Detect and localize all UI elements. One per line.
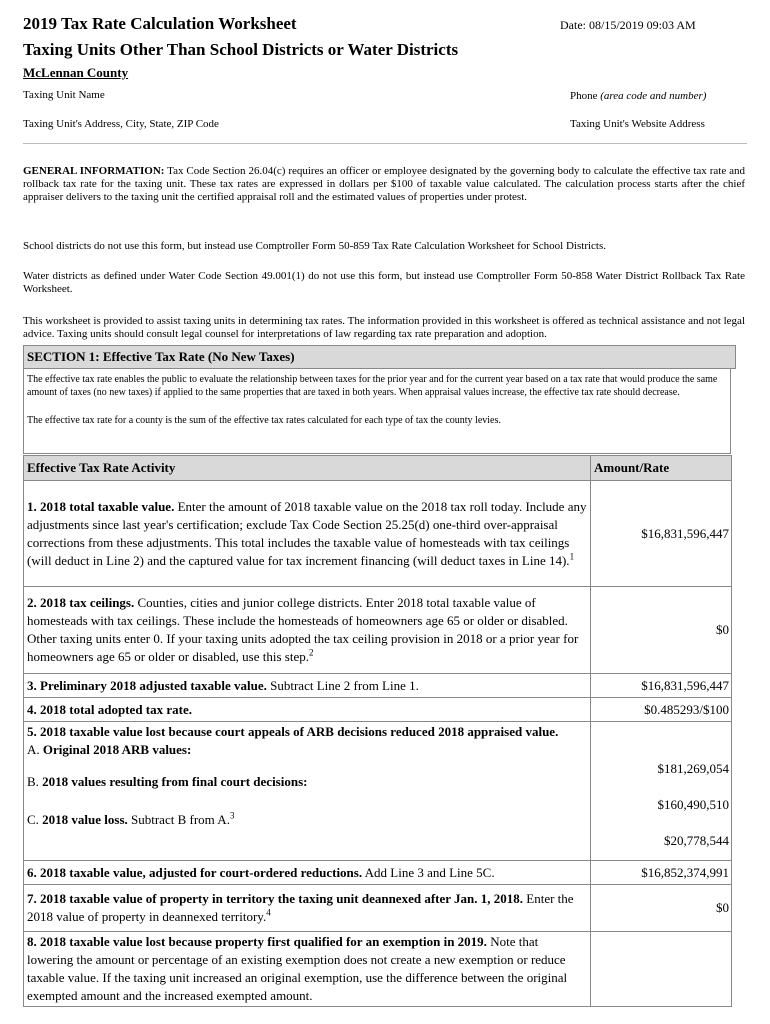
- row-2-footnote: 2: [308, 647, 314, 658]
- row-5-description: [24, 722, 591, 861]
- row-2-label: 2. 2018 tax ceilings.: [27, 595, 135, 610]
- row-5-label: 5. 2018 taxable value lost because court appeals of ARB decisions reduced 2018 appraised value.: [27, 724, 559, 739]
- row-5b: [27, 773, 587, 791]
- phone-label: Phone: [570, 90, 598, 102]
- row-2-amount: $0: [591, 587, 732, 674]
- county-name: McLennan County: [23, 65, 129, 80]
- table-row: [24, 698, 732, 722]
- row-1-text: Enter the amount of 2018 taxable value on the 2018 tax roll today. Include any adjustments since last year's certification; exclude Tax Code Section 25.25(d) one-third over-appraisal corrections from these adjustments. This total includes the taxable value of homesteads with tax ceilings (will deduct in Line 2) and the captured value for tax increment financing (will deduct taxes in Line 14).: [27, 498, 587, 568]
- address-label: Taxing Unit's Address, City, State, ZIP Code: [23, 118, 219, 130]
- general-information: [23, 165, 745, 204]
- worksheet-title: 2019 Tax Rate Calculation Worksheet: [23, 14, 297, 33]
- table-row: [24, 674, 732, 698]
- table-row: [24, 932, 732, 1007]
- row-5a: [27, 741, 587, 759]
- row-5b-prefix: B.: [27, 774, 43, 789]
- table-row: [24, 481, 732, 587]
- row-1-amount: $16,831,596,447: [591, 481, 732, 587]
- row-7-text: Enter the 2018 value of property in deannexed territory.: [27, 891, 574, 924]
- row-5a-amount: $181,269,054: [657, 761, 729, 776]
- row-5a-label: Original 2018 ARB values:: [42, 742, 192, 757]
- row-6-amount: $16,852,374,991: [591, 861, 732, 885]
- row-7-label: 7. 2018 taxable value of property in territory the taxing unit deannexed after Jan. 1, 2018.: [27, 891, 524, 906]
- row-6-description: [24, 861, 591, 885]
- row-1-description: [24, 481, 591, 587]
- amount-column-header: Amount/Rate: [591, 456, 732, 481]
- date-stamp: Date: 08/15/2019 09:03 AM: [560, 18, 696, 32]
- website-label: Taxing Unit's Website Address: [570, 118, 705, 130]
- worksheet-subtitle: Taxing Units Other Than School Districts or Water Districts: [23, 40, 459, 59]
- row-1-footnote: 1: [569, 551, 575, 562]
- row-5b-amount: $160,490,510: [657, 797, 729, 812]
- row-8-description: [24, 932, 591, 1007]
- section-1-county-note: The effective tax rate for a county is the sum of the effective tax rates calculated for each type of tax the county levies.: [27, 415, 501, 426]
- row-2-description: [24, 587, 591, 674]
- table-row: [24, 861, 732, 885]
- row-3-description: [24, 674, 591, 698]
- section-1-intro: [23, 368, 731, 454]
- row-1-label: 1. 2018 total taxable value.: [27, 498, 175, 514]
- row-5c-prefix: C.: [27, 812, 43, 827]
- row-5-amounts: [591, 722, 732, 861]
- row-8-label: 8. 2018 taxable value lost because property first qualified for an exemption in 2019.: [27, 934, 487, 949]
- row-4-label: 4. 2018 total adopted tax rate.: [27, 701, 193, 717]
- row-7-amount: $0: [591, 885, 732, 932]
- general-text: Tax Code Section 26.04(c) requires an officer or employee designated by the governing body to calculate the effective tax rate and rollback tax rate for the taxing unit. These tax rates are expressed in dollars per $100 of taxable value calculated. The calculation process starts after the chief appraiser delivers to the taxing unit the certified appraisal roll and the estimated values of properties under protest.: [23, 165, 746, 203]
- row-8-amount: [591, 932, 732, 1007]
- phone-label-group: [570, 90, 706, 102]
- row-4-description: [24, 698, 591, 722]
- activity-column-header: Effective Tax Rate Activity: [24, 456, 591, 481]
- row-8-text: Note that lowering the amount or percentage of an existing exemption does not create a new exemption or reduce taxable value. If the taxing unit increased an original exemption, use the difference between the original exempted amount and the increased exempted amount.: [27, 934, 568, 1003]
- table-header: [24, 456, 732, 481]
- disclaimer: This worksheet is provided to assist taxing units in determining tax rates. The information provided in this worksheet is offered as technical assistance and not legal advice. Taxing units should consult legal counsel for interpretations of law regarding tax rate preparation and adoption.: [23, 315, 745, 340]
- row-5c-amount: $20,778,544: [664, 833, 729, 848]
- table-row: [24, 885, 732, 932]
- header-divider: [23, 143, 747, 144]
- section-1-description: The effective tax rate enables the public to evaluate the relationship between taxes for the prior year and for the current year based on a tax rate that would produce the same amount of taxes (no new taxes) if applied to the same properties that are taxed in both years. When appraisal values increase, the effective tax rate should decrease.: [27, 374, 718, 398]
- row-6-text: Add Line 3 and Line 5C.: [362, 864, 495, 880]
- table-row: [24, 587, 732, 674]
- general-lead: GENERAL INFORMATION:: [23, 165, 165, 177]
- section-1-title: SECTION 1: Effective Tax Rate (No New Taxes): [23, 345, 736, 369]
- row-7-description: [24, 885, 591, 932]
- table-row: [24, 722, 732, 861]
- row-5c-footnote: 3: [229, 810, 235, 821]
- row-5c-text: Subtract B from A.: [127, 812, 230, 827]
- phone-hint: (area code and number): [600, 90, 707, 102]
- unit-name-label: Taxing Unit Name: [23, 89, 105, 101]
- school-district-note: School districts do not use this form, but instead use Comptroller Form 50-859 Tax Rate Calculation Worksheet for School Districts.: [23, 240, 607, 252]
- row-5c-label: 2018 value loss.: [42, 812, 128, 827]
- row-6-label: 6. 2018 taxable value, adjusted for court-ordered reductions.: [27, 864, 363, 880]
- row-3-label: 3. Preliminary 2018 adjusted taxable value.: [27, 677, 267, 693]
- row-3-amount: $16,831,596,447: [591, 674, 732, 698]
- row-5c: [27, 811, 587, 829]
- row-2-text: Counties, cities and junior college districts. Enter 2018 total taxable value of homesteads with tax ceilings. These include the homesteads of homeowners age 65 or older or disabled. Other taxing units enter 0. If your taxing units adopted the tax ceiling provision in 2018 or a prior year for homeowners age 65 or older or disabled, use this step.: [27, 595, 579, 664]
- water-district-note: Water districts as defined under Water Code Section 49.001(1) do not use this form, but instead use Comptroller Form 50-858 Water District Rollback Tax Rate Worksheet.: [23, 270, 745, 295]
- row-5a-prefix: A.: [27, 742, 43, 757]
- row-7-footnote: 4: [266, 907, 271, 918]
- row-4-amount: $0.485293/$100: [591, 698, 732, 722]
- worksheet-table: [23, 455, 732, 1007]
- row-3-text: Subtract Line 2 from Line 1.: [266, 677, 419, 693]
- row-5b-label: 2018 values resulting from final court decisions:: [42, 774, 308, 789]
